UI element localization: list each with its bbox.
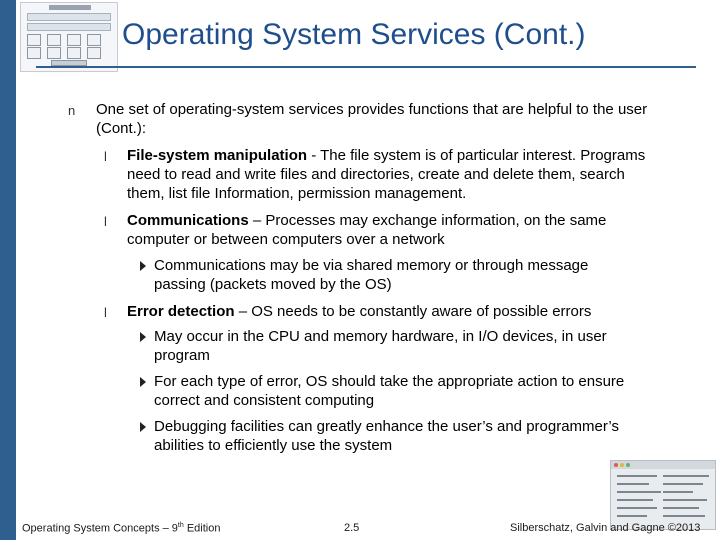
bullet-file-system bbox=[127, 146, 647, 203]
bullet-heading: Communications bbox=[127, 212, 249, 229]
bullet-marker: l bbox=[104, 214, 107, 229]
footer-page-number: 2.5 bbox=[344, 522, 360, 534]
footer-edition-sup: th bbox=[177, 522, 184, 529]
footer-edition-word: Edition bbox=[183, 522, 221, 535]
window-screenshot-thumbnail bbox=[610, 460, 716, 530]
sub-bullet: For each type of error, OS should take the appropriate action to ensure correct and consistent computing bbox=[154, 373, 625, 409]
footer-book-title bbox=[22, 522, 220, 535]
bullet-communications bbox=[127, 211, 657, 249]
arrow-bullet-icon bbox=[140, 261, 146, 271]
sub-bullet: Debugging facilities can greatly enhance the user’s and programmer’s abilities to efficiently use the system bbox=[154, 418, 619, 454]
arrow-bullet-icon bbox=[140, 377, 146, 387]
title-underline bbox=[36, 66, 696, 68]
slide-title: Operating System Services (Cont.) bbox=[122, 18, 586, 51]
bullet-body: - The file system is of particular interest. Programs need to read and write files and directories, create and delete them, search them, list file Information, permission management. bbox=[127, 147, 646, 202]
bullet-heading: Error detection bbox=[127, 303, 235, 320]
intro-bullet: n bbox=[68, 103, 76, 118]
bullet-error-detection bbox=[127, 302, 657, 321]
arrow-bullet-icon bbox=[140, 422, 146, 432]
intro-text: One set of operating-system services provides functions that are helpful to the user (Cont.): bbox=[96, 101, 648, 137]
bullet-body: – Processes may exchange information, on the same computer or between computers over a network bbox=[127, 212, 607, 248]
left-accent-bar bbox=[0, 0, 16, 540]
arrow-bullet-icon bbox=[140, 332, 146, 342]
bullet-body: – OS needs to be constantly aware of possible errors bbox=[234, 303, 592, 320]
os-structure-diagram-logo bbox=[20, 2, 118, 72]
sub-bullet: Communications may be via shared memory or through message passing (packets moved by the OS) bbox=[154, 257, 589, 293]
bullet-marker: l bbox=[104, 305, 107, 320]
bullet-marker: l bbox=[104, 149, 107, 164]
footer-book-text: Operating System Concepts – 9 bbox=[22, 522, 178, 535]
bullet-heading: File-system manipulation bbox=[127, 147, 308, 164]
footer-authors: Silberschatz, Galvin and Gagne ©2013 bbox=[510, 522, 701, 534]
sub-bullet: May occur in the CPU and memory hardware, in I/O devices, in user program bbox=[154, 328, 607, 364]
